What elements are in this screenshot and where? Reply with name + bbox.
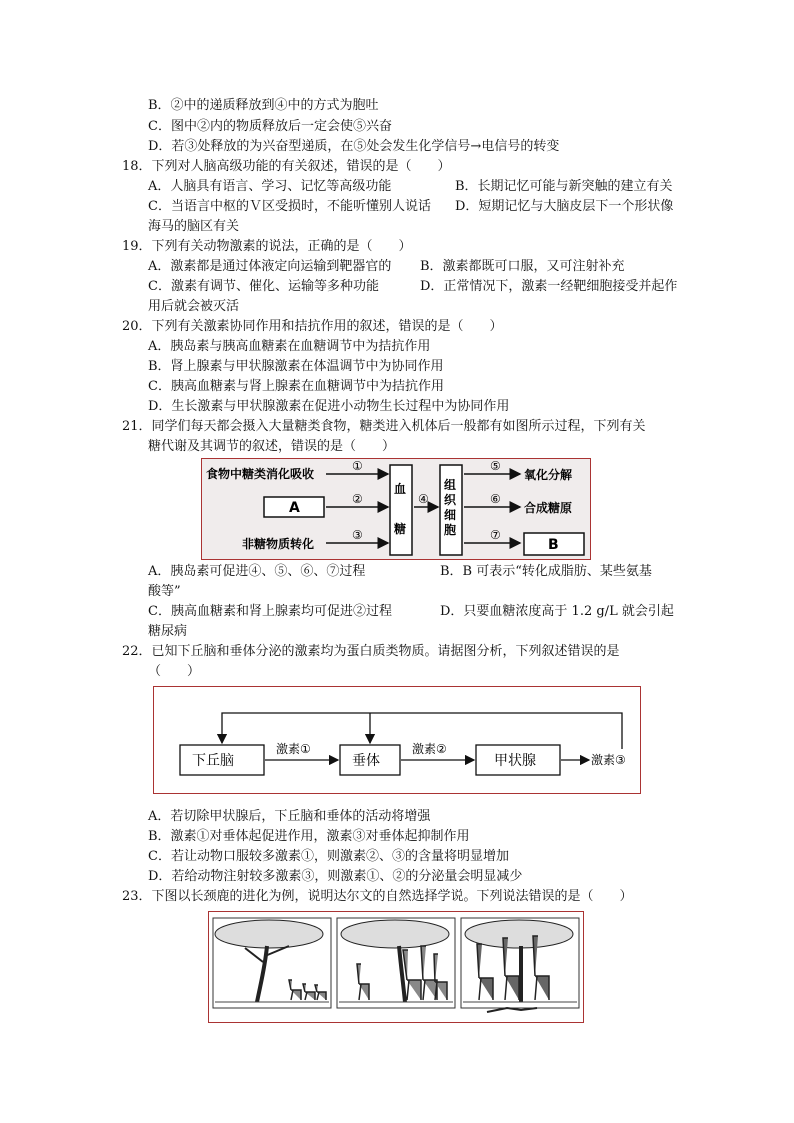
hormone-feedback-diagram [154, 687, 640, 793]
q21-option-c: C．胰高血糖素和肾上腺素均可促进②过程 [148, 604, 392, 619]
q17-option-b: B．②中的递质释放到④中的方式为胞吐 [148, 98, 379, 113]
q19-stem: 19．下列有关动物激素的说法，正确的是（ ） [122, 239, 412, 254]
output-b-label: B [548, 537, 559, 553]
q19-option-d-cont: 用后就会被灭活 [148, 299, 240, 314]
source-food-label: 食物中糖类消化吸收 [206, 467, 315, 481]
label-5: ⑤ [490, 459, 501, 473]
q21-stem-cont: 糖代谢及其调节的叙述，错误的是（ ） [148, 439, 396, 454]
q21-option-d: D．只要血糖浓度高于 1.2 g/L 就会引起 [440, 604, 674, 619]
label-3: ③ [352, 528, 363, 542]
tissue-char-3: 细 [444, 508, 457, 522]
q19-option-c: C．激素有调节、催化、运输等多种功能 [148, 279, 379, 294]
blood-sugar-box [390, 465, 412, 555]
q18-stem: 18．下列对人脑高级功能的有关叙述，错误的是（ ） [122, 159, 451, 174]
q20-option-d: D．生长激素与甲状腺激素在促进小动物生长过程中为协同作用 [148, 399, 510, 414]
label-6: ⑥ [490, 492, 501, 506]
q19-option-d: D．正常情况下，激素一经靶细胞接受并起作 [420, 279, 678, 294]
q22-stem: 22．已知下丘脑和垂体分泌的激素均为蛋白质类物质。请据图分析，下列叙述错误的是 [122, 644, 620, 659]
q21-option-a: A．胰岛素可促进④、⑤、⑥、⑦过程 [148, 564, 366, 579]
q21-option-d-cont: 糖尿病 [148, 624, 188, 639]
q18-option-a: A．人脑具有语言、学习、记忆等高级功能 [148, 179, 392, 194]
source-a-label: A [289, 500, 300, 516]
hypothalamus-label: 下丘脑 [192, 753, 234, 769]
q21-diagram [201, 458, 591, 560]
q18-option-c: C．当语言中枢的Ｖ区受损时，不能听懂别人说话 [148, 199, 431, 214]
sugar-metabolism-diagram [202, 459, 590, 559]
label-4: ④ [418, 492, 429, 506]
giraffe-evolution-illustration [209, 912, 583, 1022]
q21-option-b-cont: 酸等” [148, 584, 181, 599]
q23-giraffe-figure [208, 911, 584, 1023]
q22-stem-cont: （ ） [148, 664, 201, 679]
q23-stem: 23．下图以长颈鹿的进化为例，说明达尔文的自然选择学说。下列说法错误的是（ ） [122, 889, 633, 904]
panel-2 [337, 918, 455, 1008]
q22-option-b: B．激素①对垂体起促进作用，激素③对垂体起抑制作用 [148, 829, 470, 844]
q20-option-b: B．肾上腺素与甲状腺激素在体温调节中为协同作用 [148, 359, 444, 374]
label-1: ① [352, 459, 363, 473]
q22-option-c: C．若让动物口服较多激素①，则激素②、③的含量将明显增加 [148, 849, 509, 864]
q22-diagram [153, 686, 641, 794]
hormone-2-label: 激素② [412, 742, 447, 756]
q18-option-d: D．短期记忆与大脑皮层下一个形状像 [455, 199, 674, 214]
tissue-char-4: 胞 [444, 523, 457, 537]
q20-option-c: C．胰高血糖素与肾上腺素在血糖调节中为拮抗作用 [148, 379, 444, 394]
q19-option-b: B．激素都既可口服，又可注射补充 [420, 259, 625, 274]
tissue-char-2: 织 [444, 493, 457, 507]
q22-option-d: D．若给动物注射较多激素③，则激素①、②的分泌量会明显减少 [148, 869, 523, 884]
q17-option-c: C．图中②内的物质释放后一定会使⑤兴奋 [148, 119, 392, 134]
q17-option-d: D．若③处释放的为兴奋型递质，在⑤处会发生化学信号→电信号的转变 [148, 139, 560, 154]
q21-stem: 21．同学们每天都会摄入大量糖类食物，糖类进入机体后一般都有如图所示过程，下列有关 [122, 419, 646, 434]
hormone-1-label: 激素① [276, 742, 311, 756]
q22-option-a: A．若切除甲状腺后，下丘脑和垂体的活动将增强 [148, 809, 431, 824]
blood-sugar-char-2: 糖 [394, 522, 407, 536]
label-2: ② [352, 492, 363, 506]
q21-option-b: B．B 可表示“转化成脂肪、某些氨基 [440, 564, 652, 579]
q18-option-b: B．长期记忆可能与新突触的建立有关 [455, 179, 673, 194]
output-glycogen: 合成糖原 [524, 501, 573, 515]
q20-option-a: A．胰岛素与胰高血糖素在血糖调节中为拮抗作用 [148, 339, 431, 354]
q20-stem: 20．下列有关激素协同作用和拮抗作用的叙述，错误的是（ ） [122, 319, 503, 334]
blood-sugar-char-1: 血 [394, 482, 407, 496]
q18-option-d-cont: 海马的脑区有关 [148, 219, 240, 234]
thyroid-label: 甲状腺 [494, 753, 536, 769]
tissue-char-1: 组 [444, 478, 457, 492]
q19-option-a: A．激素都是通过体液定向运输到靶器官的 [148, 259, 392, 274]
panel-3 [461, 918, 579, 1012]
hormone-3-label: 激素③ [591, 753, 626, 767]
fallen-giraffe [487, 1008, 537, 1012]
output-oxidation: 氧化分解 [524, 468, 573, 482]
pituitary-label: 垂体 [352, 753, 380, 769]
label-7: ⑦ [490, 528, 501, 542]
source-nonsugar-label: 非糖物质转化 [242, 537, 315, 551]
panel-1 [213, 918, 331, 1008]
